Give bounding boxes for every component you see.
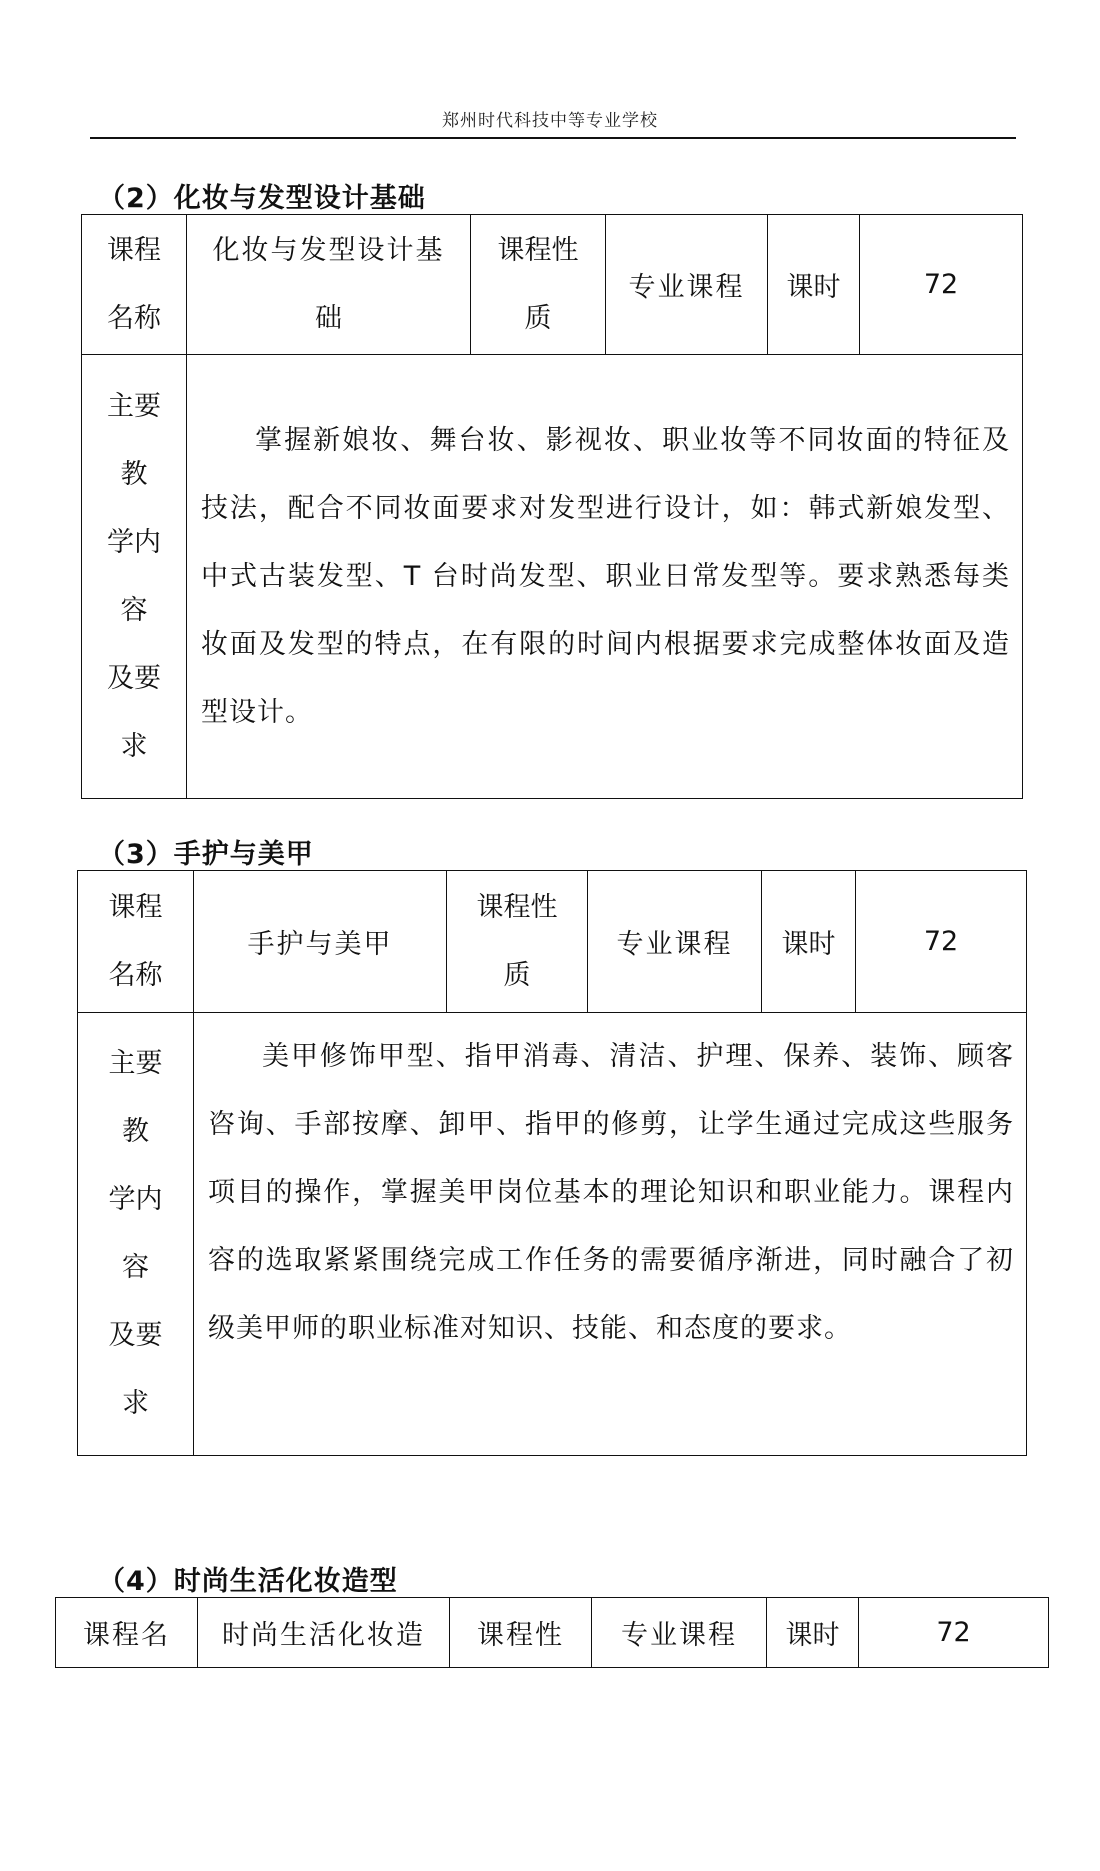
label-course-name-line1: 课程 [107, 234, 161, 266]
label-course-name-line1: 课程 [108, 891, 163, 923]
main-content-cell [194, 1013, 1027, 1456]
label-main-content-line6: 求 [120, 730, 148, 762]
section-title-makeup-hair: （2）化妆与发型设计基础 [98, 183, 426, 214]
course-table-makeup-hair [81, 214, 1023, 799]
value-hours: 72 [856, 871, 1027, 1013]
label-main-content-line5: 及要 [108, 1320, 163, 1351]
label-main-content [82, 355, 187, 799]
value-course-name [187, 215, 471, 355]
label-main-content-line1: 主要 [107, 390, 161, 422]
label-course-nature [471, 215, 606, 355]
label-hours: 课时 [762, 871, 856, 1013]
main-content-text: 美甲修饰甲型、指甲消毒、清洁、护理、保养、装饰、顾客咨询、手部按摩、卸甲、指甲的修剪，让学生通过完成这些服务项目的操作，掌握美甲岗位基本的理论知识和职业能力。课程内容的选取紧紧围绕完成工作任务的需要循序渐进，同时融合了初级美甲师的职业标准对知识、技能、和态度的要求。 [208, 1041, 1014, 1344]
label-course-name-line2: 名称 [108, 959, 163, 991]
label-course-name: 课程名 [56, 1598, 198, 1668]
course-table-nail-care [77, 870, 1027, 1456]
value-hours: 72 [860, 215, 1023, 355]
label-main-content-line2: 教 [122, 1116, 149, 1147]
label-main-content-line3: 学内 [108, 1184, 163, 1215]
header-divider [90, 137, 1016, 139]
label-course-nature-line1: 课程性 [476, 891, 558, 923]
label-course-name-line2: 名称 [107, 302, 161, 334]
main-content-text: 掌握新娘妆、舞台妆、影视妆、职业妆等不同妆面的特征及技法，配合不同妆面要求对发型进行设计，如：韩式新娘发型、中式古装发型、T 台时尚发型、职业日常发型等。要求熟悉每类妆面及发型的特点，在有限的时间内根据要求完成整体妆面及造型设计。 [201, 424, 1010, 728]
label-main-content-line4: 容 [120, 594, 148, 626]
label-course-name [82, 215, 187, 355]
label-course-nature: 课程性 [450, 1598, 592, 1668]
label-hours: 课时 [767, 1598, 859, 1668]
course-name-line1: 化妆与发型设计基 [212, 234, 445, 266]
label-main-content-line1: 主要 [108, 1048, 163, 1079]
course-table-fashion-makeup [55, 1597, 1049, 1668]
label-course-nature-line2: 质 [524, 302, 552, 334]
label-main-content-line6: 求 [122, 1388, 149, 1419]
value-course-type: 专业课程 [592, 1598, 767, 1668]
label-hours: 课时 [768, 215, 860, 355]
section-title-nail-care: （3）手护与美甲 [98, 839, 314, 870]
label-main-content-line2: 教 [120, 458, 148, 490]
value-course-type: 专业课程 [588, 871, 762, 1013]
label-course-nature-line1: 课程性 [497, 234, 579, 266]
label-main-content-line3: 学内 [107, 526, 161, 558]
label-course-nature [447, 871, 588, 1013]
label-main-content-line4: 容 [122, 1252, 149, 1283]
label-course-nature-line2: 质 [503, 959, 531, 991]
course-name-line2: 础 [315, 302, 342, 334]
value-course-type: 专业课程 [606, 215, 768, 355]
section-title-fashion-makeup: （4）时尚生活化妆造型 [98, 1566, 398, 1597]
value-course-name: 手护与美甲 [194, 871, 447, 1013]
page-header-school: 郑州时代科技中等专业学校 [442, 111, 658, 131]
label-main-content [78, 1013, 194, 1456]
value-hours: 72 [859, 1598, 1049, 1668]
label-course-name [78, 871, 194, 1013]
value-course-name: 时尚生活化妆造 [198, 1598, 450, 1668]
main-content-cell [187, 355, 1023, 799]
label-main-content-line5: 及要 [107, 662, 161, 694]
